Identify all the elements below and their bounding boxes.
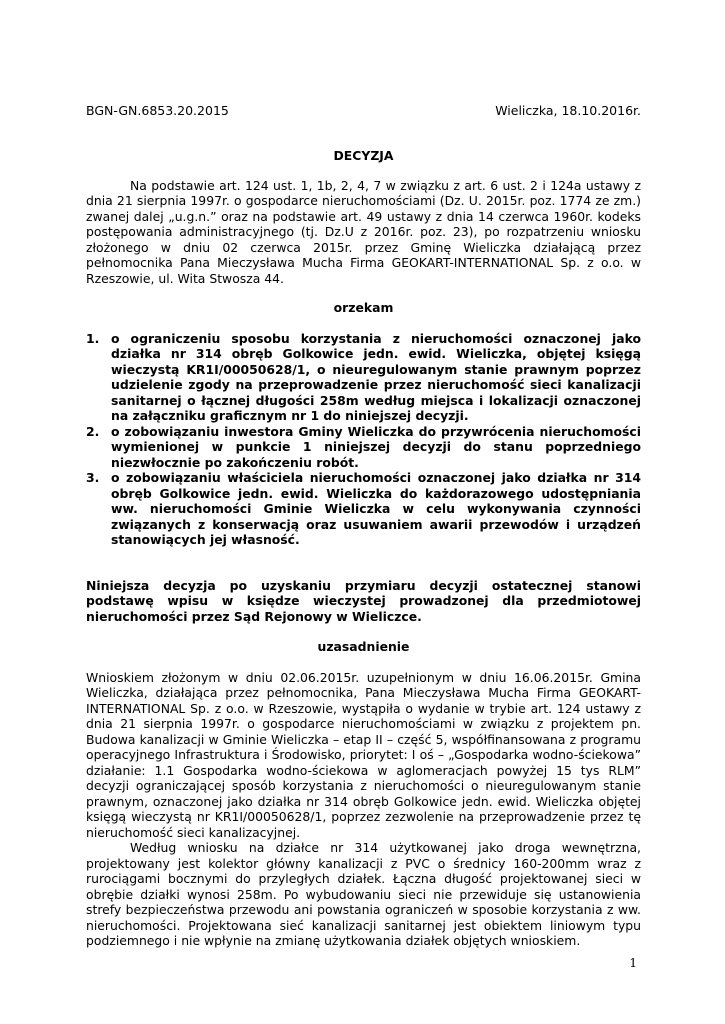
- ruling-heading: orzekam: [333, 300, 394, 315]
- page-number: 1: [629, 956, 637, 970]
- case-signature: BGN-GN.6853.20.2015: [86, 103, 229, 118]
- decision-number: 2.: [86, 423, 100, 439]
- decision-item: [86, 331, 641, 424]
- decision-text: o zobowiązaniu inwestora Gminy Wieliczka do przywrócenia nieruchomości wymienionej w punkcie 1 niniejszej decyzji do stanu poprzedniego niezwłocznie po zakończeniu robót.: [111, 423, 641, 470]
- decision-text: o zobowiązaniu właściciela nieruchomości oznaczonej jako działka nr 314 obręb Golkowice jedn. ewid. Wieliczka do każdorazowego udostępniania ww. nieruchomości Gminie Wieliczka w celu wykonywania czynności związanych z konserwacją oraz usuwaniem awarii przewodów i urządzeń stanowiących jej własność.: [111, 470, 641, 547]
- document-title: DECYZJA: [333, 148, 394, 163]
- justification-paragraph-2: Według wniosku na działce nr 314 użytkowanej jako droga wewnętrzna, projektowany jest kolektor główny kanalizacji z PVC o średnicy 160-200mm wraz z rurociągami bocznymi do przyległych działek. Łączna długość projektowanej sieci w obrębie działki wynosi 258m. Po wybudowaniu sieci nie przewiduje się ustanowienia strefy bezpieczeństwa przewodu ani powstania ograniczeń w sposobie korzystania z ww. nieruchomości. Projektowana sieć kanalizacji sanitarnej jest obiektem liniowym typu podziemnego i nie wpłynie na zmianę użytkowania działek objętych wnioskiem.: [86, 840, 641, 948]
- justification-heading: uzasadnienie: [317, 639, 410, 654]
- document-body: [86, 148, 641, 949]
- land-registry-note: Niniejsza decyzja po uzyskaniu przymiaru decyzji ostatecznej stanowi podstawę wpisu w księdze wieczystej prowadzonej dla przedmiotowej nieruchomości przez Sąd Rejonowy w Wieliczce.: [86, 577, 641, 624]
- legal-basis-paragraph: Na podstawie art. 124 ust. 1, 1b, 2, 4, 7 w związku z art. 6 ust. 2 i 124a ustawy z dnia 21 sierpnia 1997r. o gospodarce nieruchomościami (Dz. U. 2015r. poz. 1774 ze zm.) zwanej dalej „u.g.n.” oraz na podstawie art. 49 ustawy z dnia 14 czerwca 1960r. kodeks postępowania administracyjnego (tj. Dz.U z 2016r. poz. 23), po rozpatrzeniu wniosku złożonego w dniu 02 czerwca 2015r. przez Gminę Wieliczka działającą przez pełnomocnika Pana Mieczysława Mucha Firma GEOKART-INTERNATIONAL Sp. z o.o. w Rzeszowie, ul. Wita Stwosza 44.: [86, 177, 641, 286]
- decision-item: [86, 470, 641, 548]
- decision-number: 1.: [86, 330, 100, 346]
- decision-number: 3.: [86, 470, 100, 485]
- decision-text: o ograniczeniu sposobu korzystania z nieruchomości oznaczonej jako działka nr 314 obręb Golkowice jedn. ewid. Wieliczka, objętej księgą wieczystą KR1I/00050628/1, o nieuregulowanym stanie prawnym poprzez udzielenie zgody na przeprowadzenie przez nieruchomość sieci kanalizacji sanitarnej o łącznej długości 258m według miejsca i lokalizacji oznaczonej na załączniku graficznym nr 1 do niniejszej decyzji.: [111, 330, 641, 423]
- decision-item: [86, 424, 641, 471]
- justification-paragraph-1: Wnioskiem złożonym w dniu 02.06.2015r. uzupełnionym w dniu 16.06.2015r. Gmina Wieliczka, działająca przez pełnomocnika, Pana Mieczysława Mucha Firma GEOKART-INTERNATIONAL Sp. z o.o. w Rzeszowie, wystąpiła o wydanie w trybie art. 124 ustawy z dnia 21 sierpnia 1997r. o gospodarce nieruchomościami w związku z projektem pn. Budowa kanalizacji w Gminie Wieliczka – etap II – część 5, współfinansowana z programu operacyjnego Infrastruktura i Środowisko, priorytet: I oś – „Gospodarka wodno-ściekowa” działanie: 1.1 Gospodarka wodno-ściekowa w aglomeracjach powyżej 15 tys RLM” decyzji ograniczającej sposób korzystania z nieruchomości o nieuregulowanym stanie prawnym, oznaczonej jako działka nr 314 obręb Golkowice jedn. ewid. Wieliczka objętej księgą wieczystą nr KR1I/00050628/1, poprzez zezwolenie na przeprowadzenie przez tę nieruchomość sieci kanalizacyjnej.: [86, 669, 641, 840]
- decisions-list: [86, 331, 641, 548]
- place-and-date: Wieliczka, 18.10.2016r.: [495, 103, 641, 118]
